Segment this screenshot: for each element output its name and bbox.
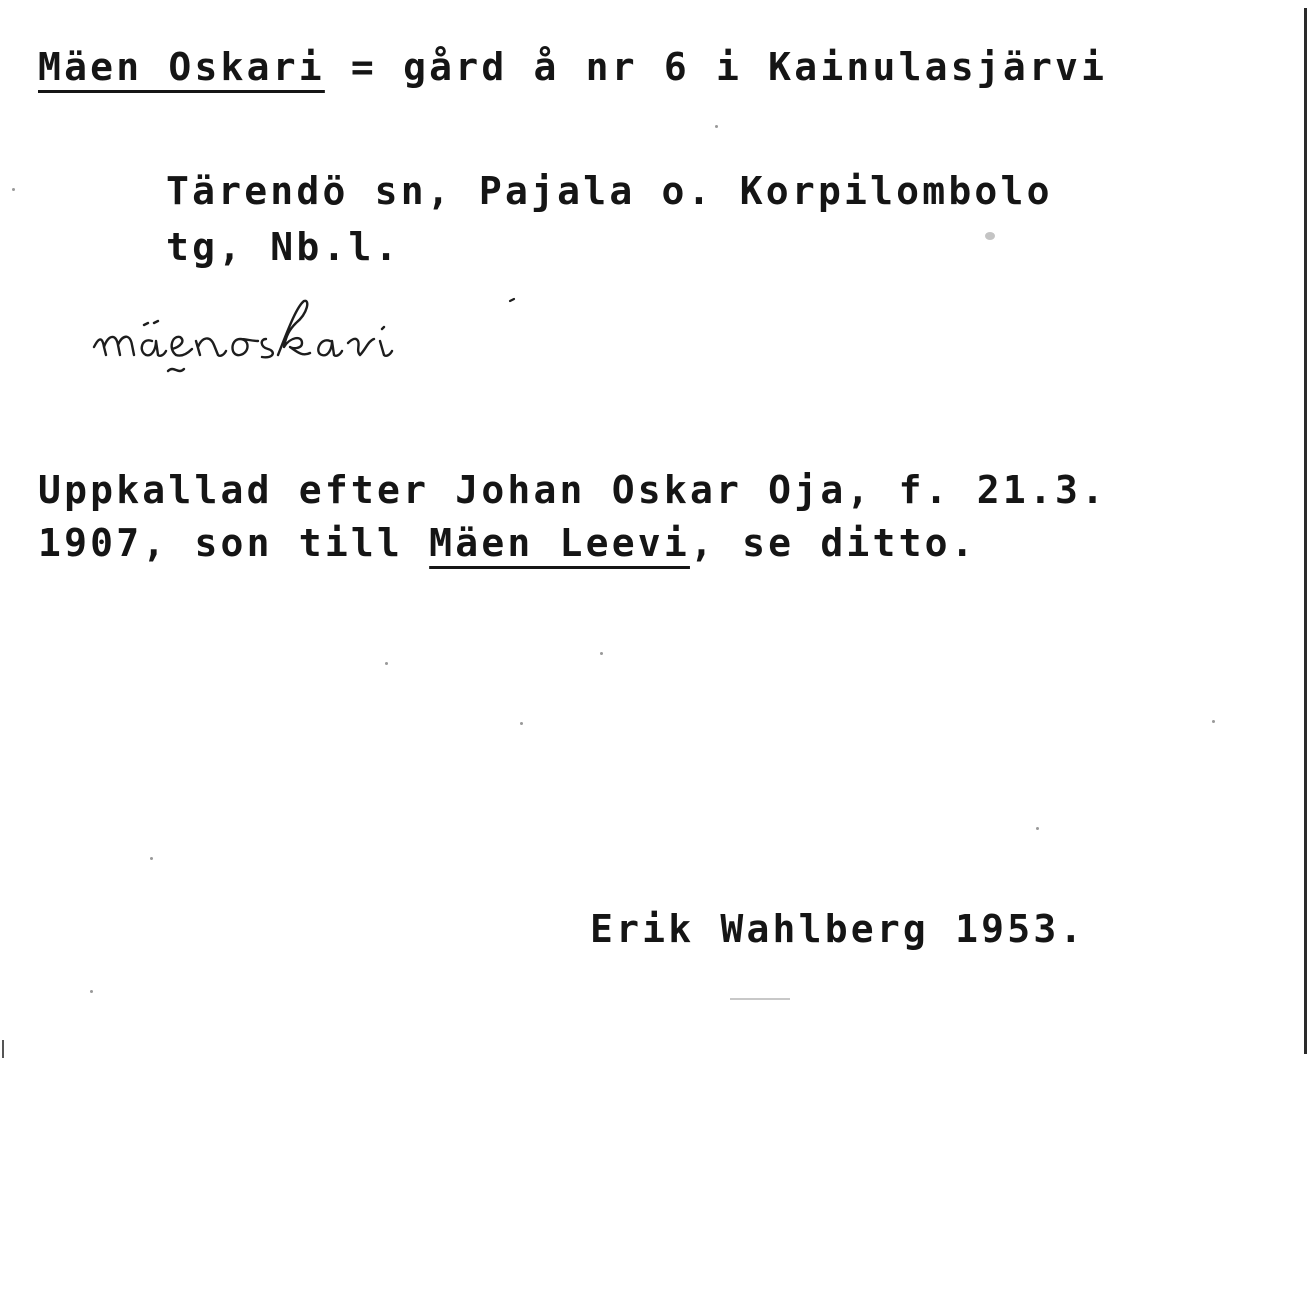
body-line-1: Uppkallad efter Johan Oskar Oja, f. 21.3.	[38, 468, 1108, 512]
body-line-2	[38, 521, 977, 565]
scan-speck	[1212, 720, 1215, 723]
card-edge	[1304, 8, 1307, 1054]
card-edge-mark	[2, 1040, 4, 1058]
body-line-2-start: 1907, son till	[38, 521, 430, 565]
scan-speck	[985, 232, 995, 240]
scan-speck	[600, 652, 603, 655]
scan-speck	[150, 857, 153, 860]
scan-speck	[520, 722, 523, 725]
heading-name: Mäen Oskari	[38, 45, 325, 89]
card-heading	[38, 45, 1108, 89]
signature: Erik Wahlberg 1953.	[590, 907, 1086, 951]
scan-speck	[715, 125, 718, 128]
body-line-2-end: , se ditto.	[689, 521, 977, 565]
scan-speck	[385, 662, 388, 665]
scan-speck	[12, 188, 15, 191]
scan-speck	[730, 998, 790, 1000]
cross-reference: Mäen Leevi	[429, 521, 690, 565]
scan-speck	[90, 990, 93, 993]
heading-rest: = gård å nr 6 i Kainulasjärvi	[324, 45, 1108, 89]
location-line-2: tg, Nb.l.	[166, 225, 401, 269]
handwritten-note	[90, 295, 560, 405]
location-line-1: Tärendö sn, Pajala o. Korpilombolo	[166, 169, 1053, 213]
scan-speck	[1036, 827, 1039, 830]
